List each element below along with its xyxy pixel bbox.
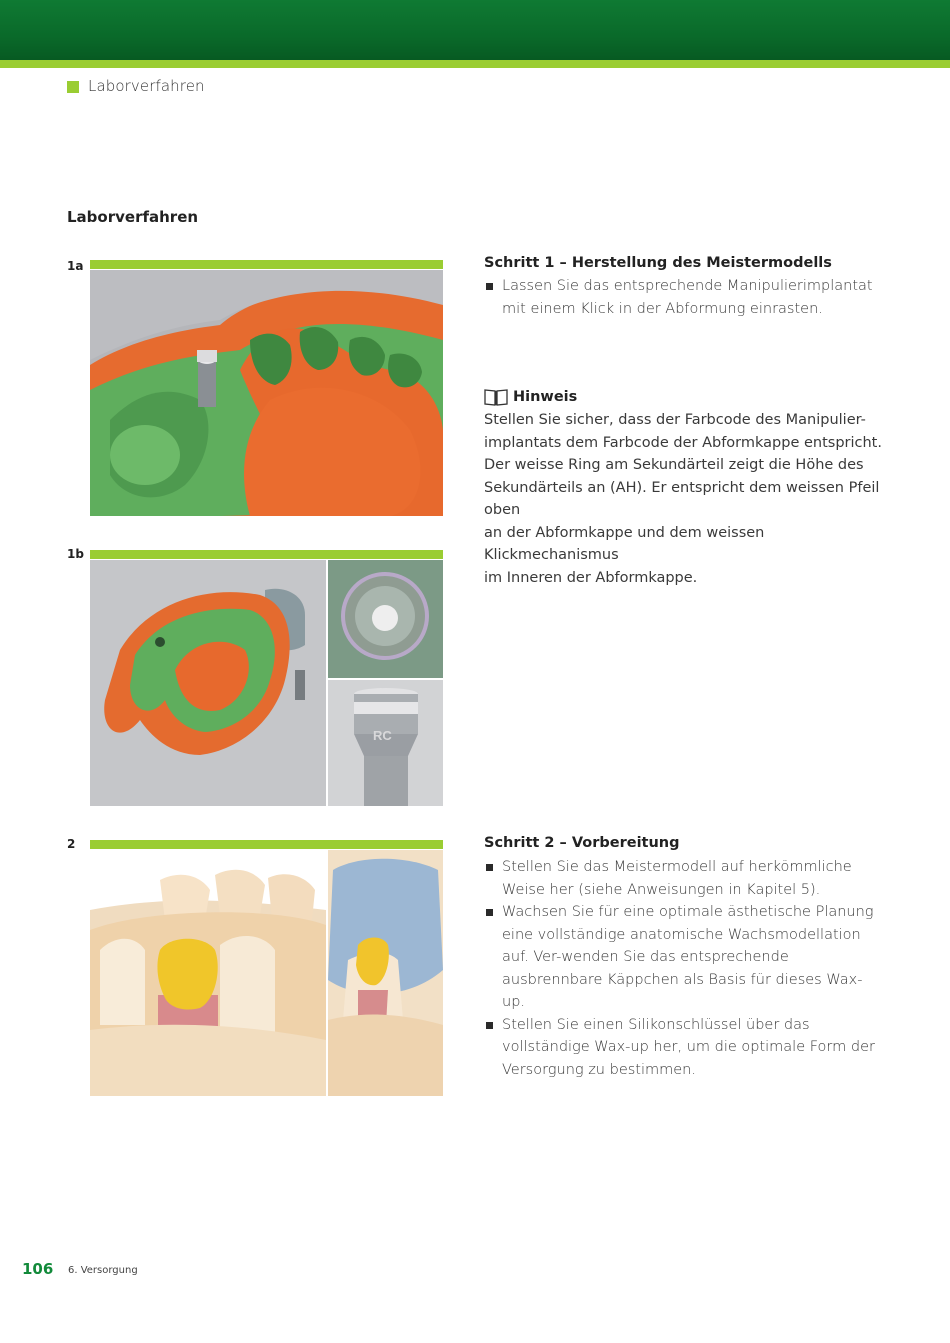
bullet-square-icon bbox=[486, 909, 493, 916]
figure-2-silicone-key-photo bbox=[328, 850, 443, 1096]
bullet-square-icon bbox=[486, 283, 493, 290]
step1-title: Schritt 1 – Herstellung des Meistermodells bbox=[484, 255, 832, 271]
note-line: Stellen Sie sicher, dass der Farbcode des Manipulier- bbox=[484, 412, 866, 428]
note-body bbox=[484, 409, 884, 589]
figure-bar-1b bbox=[90, 550, 443, 559]
figure-2-waxup-photo bbox=[90, 850, 326, 1096]
top-banner-stripe bbox=[0, 60, 950, 68]
page-title: Laborverfahren bbox=[67, 208, 199, 226]
step2-bullet-list bbox=[484, 856, 884, 1081]
list-item bbox=[484, 901, 884, 1014]
figure-label-1a: 1a bbox=[67, 259, 84, 273]
step2-title: Schritt 2 – Vorbereitung bbox=[484, 835, 680, 851]
list-item bbox=[484, 275, 884, 320]
list-item bbox=[484, 856, 884, 901]
figure-label-1b: 1b bbox=[67, 547, 84, 561]
note-heading bbox=[484, 387, 577, 407]
note-title: Hinweis bbox=[513, 389, 578, 405]
bullet-text: Stellen Sie das Meistermodell auf herkömmliche Weise her (siehe Anweisungen in Kapitel 5). bbox=[502, 859, 852, 898]
page-number: 106 bbox=[22, 1260, 54, 1278]
figure-1b-implant-detail-photo bbox=[328, 560, 443, 678]
bullet-square-icon bbox=[486, 1022, 493, 1029]
figure-1b-abutment-photo bbox=[328, 680, 443, 806]
note-line: im Inneren der Abformkappe. bbox=[484, 569, 698, 586]
section-marker-square bbox=[67, 81, 79, 93]
bullet-text: Stellen Sie einen Silikonschlüssel über das vollständige Wax-up her, um die optimale Form der Versorgung zu bestimmen. bbox=[502, 1016, 875, 1078]
figure-bar-1a bbox=[90, 260, 443, 269]
figure-bar-2 bbox=[90, 840, 443, 849]
note-line: Der weisse Ring am Sekundärteil zeigt die Höhe des bbox=[484, 457, 864, 473]
note-line: implantats dem Farbcode der Abformkappe entspricht. bbox=[484, 434, 882, 451]
figure-1b-impression-tray-photo bbox=[90, 560, 326, 806]
figure-label-2: 2 bbox=[67, 837, 76, 851]
book-icon bbox=[484, 388, 508, 406]
list-item bbox=[484, 1014, 884, 1082]
note-line: an der Abformkappe und dem weissen Klickmechanismus bbox=[484, 524, 765, 563]
top-banner bbox=[0, 0, 950, 60]
bullet-text: Wachsen Sie für eine optimale ästhetische Planung eine vollständige anatomische Wachsmodellation auf. Ver-wenden Sie das entsprechende ausbrennbare Käppchen als Basis für dieses Wax-up. bbox=[502, 904, 874, 1010]
bullet-square-icon bbox=[486, 864, 493, 871]
footer-section-label: 6. Versorgung bbox=[68, 1265, 138, 1276]
figure-1a-impression-photo bbox=[90, 270, 443, 516]
note-line: Sekundärteils an (AH). Er entspricht dem weissen Pfeil oben bbox=[484, 479, 880, 518]
rc-marking: RC bbox=[373, 728, 392, 743]
bullet-text: Lassen Sie das entsprechende Manipulierimplantat mit einem Klick in der Abformung einrasten. bbox=[502, 278, 873, 317]
step1-bullet-list bbox=[484, 275, 884, 320]
running-header: Laborverfahren bbox=[88, 77, 205, 95]
